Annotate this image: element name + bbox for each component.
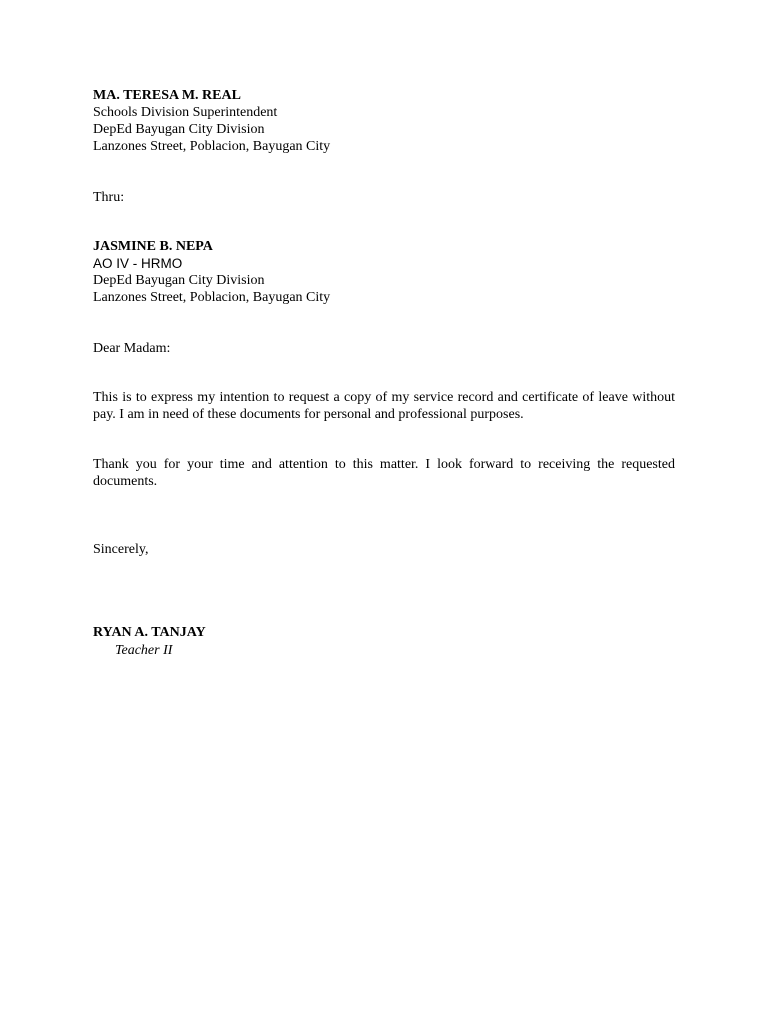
recipient-address: Lanzones Street, Poblacion, Bayugan City [93,139,331,154]
signatory-name: RYAN A. TANJAY [93,625,206,640]
recipient-name: MA. TERESA M. REAL [93,88,241,103]
signatory-title: Teacher II [115,643,173,658]
body-paragraph-1: This is to express my intention to request a copy of my service record and certificate of leave without pay. I am in need of these documents for personal and professional purposes. [93,390,675,422]
thru-label: Thru: [93,190,125,205]
body-paragraph-2: Thank you for your time and attention to this matter. I look forward to receiving the requested documents. [93,457,675,489]
thru-address: Lanzones Street, Poblacion, Bayugan City [93,290,331,305]
thru-name: JASMINE B. NEPA [93,239,213,254]
salutation: Dear Madam: [93,341,171,356]
thru-position: AO IV - HRMO [93,256,183,271]
recipient-position: Schools Division Superintendent [93,105,278,120]
closing: Sincerely, [93,542,149,557]
thru-office: DepEd Bayugan City Division [93,273,265,288]
recipient-office: DepEd Bayugan City Division [93,122,265,137]
